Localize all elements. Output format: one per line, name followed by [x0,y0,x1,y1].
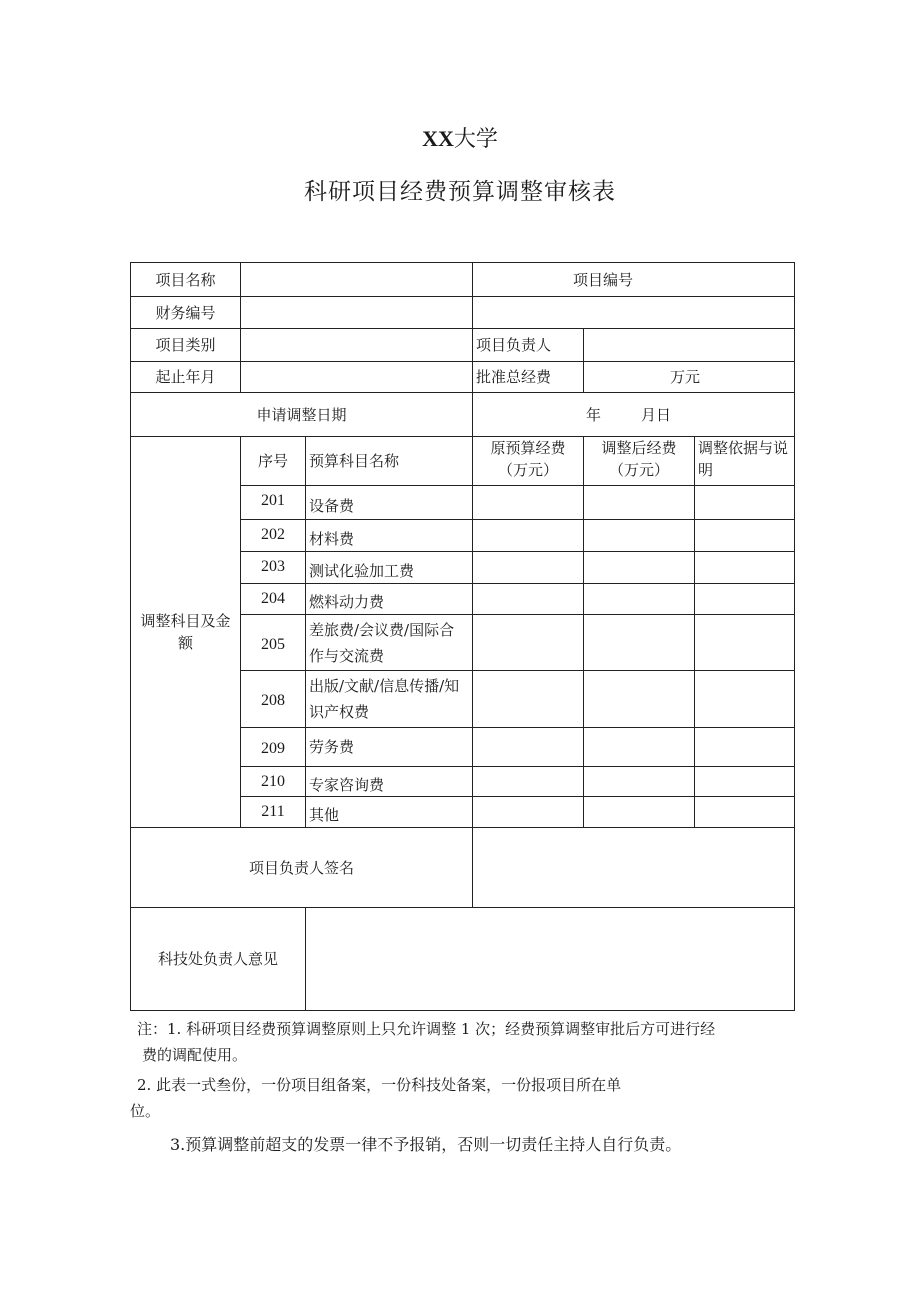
row-item-name: 设备费 [306,486,473,520]
row-adjusted-field[interactable] [584,584,695,615]
col-seq-header: 序号 [241,437,306,486]
col-basis-header: 调整依据与说明 [695,437,795,486]
approved-total-label: 批准总经费 [473,362,584,393]
row-basis-field[interactable] [695,767,795,797]
row-basis-field[interactable] [695,552,795,584]
period-label: 起止年月 [131,362,241,393]
row-basis-field[interactable] [695,615,795,671]
row-item-name: 专家咨询费 [306,767,473,797]
row-original-field[interactable] [473,797,584,828]
project-leader-label: 项目负责人 [473,329,584,362]
col-original-header: 原预算经费（万元） [473,437,584,486]
row-adjusted-field[interactable] [584,486,695,520]
row-adjusted-field[interactable] [584,520,695,552]
project-name-label: 项目名称 [131,263,241,297]
row-original-field[interactable] [473,767,584,797]
row-original-field[interactable] [473,584,584,615]
row-item-name: 材料费 [306,520,473,552]
row-item-name: 测试化验加工费 [306,552,473,584]
row-code: 201 [241,486,306,520]
leader-sign-label: 项目负责人签名 [131,828,473,908]
project-leader-field[interactable] [584,329,795,362]
row-item-name: 劳务费 [306,728,473,767]
project-name-field[interactable] [241,263,473,297]
row-item-name: 其他 [306,797,473,828]
row-item-name: 差旅费/会议费/国际合作与交流费 [306,615,473,671]
leader-sign-field[interactable] [473,828,795,908]
row-basis-field[interactable] [695,728,795,767]
finance-no-field[interactable] [241,297,473,329]
note-3: 3.预算调整前超支的发票一律不予报销，否则一切责任主持人自行负责。 [170,1135,682,1154]
row-basis-field[interactable] [695,797,795,828]
col-adjusted-header: 调整后经费（万元） [584,437,695,486]
row-original-field[interactable] [473,671,584,728]
project-type-field[interactable] [241,329,473,362]
row-adjusted-field[interactable] [584,671,695,728]
notes [130,1016,800,1158]
section-label: 调整科目及金额 [131,437,241,828]
row-item-name: 燃料动力费 [306,584,473,615]
row-original-field[interactable] [473,615,584,671]
apply-date-field[interactable] [473,393,795,437]
row-original-field[interactable] [473,520,584,552]
row-code: 203 [241,552,306,584]
row-code: 210 [241,767,306,797]
row-adjusted-field[interactable] [584,797,695,828]
row-adjusted-field[interactable] [584,767,695,797]
row-basis-field[interactable] [695,520,795,552]
form-title: 科研项目经费预算调整审核表 [304,179,616,205]
col-item-header: 预算科目名称 [306,437,473,486]
row-basis-field[interactable] [695,486,795,520]
note-2: 2. 此表一式叁份，一份项目组备案，一份科技处备案，一份报项目所在单 [137,1076,622,1094]
project-type-label: 项目类别 [131,329,241,362]
apply-date-label: 申请调整日期 [131,393,473,437]
date-year-label: 年 [586,405,602,424]
office-opinion-field[interactable] [306,908,795,1011]
row-code: 208 [241,671,306,728]
note-2-cont: 位。 [130,1102,161,1120]
row-code: 205 [241,615,306,671]
row-adjusted-field[interactable] [584,552,695,584]
finance-no-label: 财务编号 [131,297,241,329]
date-month-day-label: 月日 [641,405,672,424]
row-original-field[interactable] [473,486,584,520]
row-item-name: 出版/文献/信息传播/知识产权费 [306,671,473,728]
project-no-label: 项目编号 [473,263,795,297]
row-code: 204 [241,584,306,615]
period-field[interactable] [241,362,473,393]
finance-no-extra-field[interactable] [473,297,795,329]
row-basis-field[interactable] [695,671,795,728]
row-basis-field[interactable] [695,584,795,615]
row-code: 211 [241,797,306,828]
row-code: 209 [241,728,306,767]
budget-adjustment-form [130,262,795,1011]
row-adjusted-field[interactable] [584,615,695,671]
row-adjusted-field[interactable] [584,728,695,767]
school-title: XX大学 [422,126,498,152]
office-opinion-label: 科技处负责人意见 [131,908,306,1011]
row-original-field[interactable] [473,552,584,584]
note-1-cont: 费的调配使用。 [142,1046,248,1064]
approved-total-unit[interactable]: 万元 [584,362,795,393]
row-original-field[interactable] [473,728,584,767]
note-1: 注：1. 科研项目经费预算调整原则上只允许调整 1 次；经费预算调整审批后方可进行经 [137,1020,716,1038]
row-code: 202 [241,520,306,552]
